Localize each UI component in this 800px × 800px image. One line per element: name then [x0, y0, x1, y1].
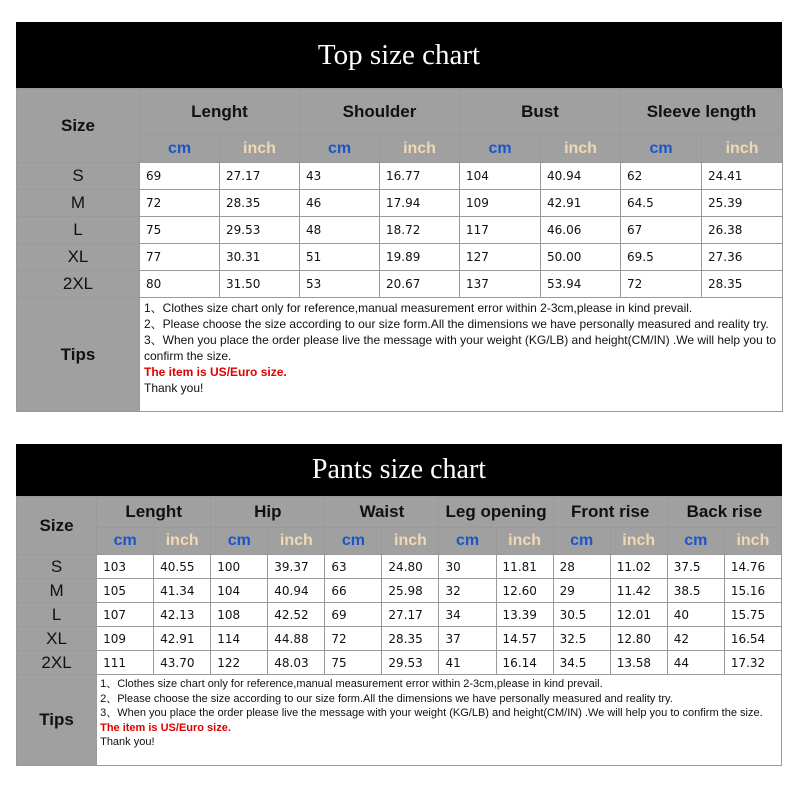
table-row: [17, 190, 783, 217]
size-cell: 2XL: [17, 271, 140, 298]
value-cell: 48: [300, 217, 380, 244]
value-cell: 18.72: [380, 217, 460, 244]
value-cell: 80: [140, 271, 220, 298]
table-row: [17, 217, 783, 244]
value-cell: 42: [667, 627, 724, 651]
value-cell: 72: [325, 627, 382, 651]
value-cell: 63: [325, 555, 382, 579]
table-row: [17, 244, 783, 271]
value-cell: 13.58: [610, 651, 667, 675]
value-cell: 62: [621, 163, 702, 190]
value-cell: 34.5: [553, 651, 610, 675]
unit-cm: cm: [460, 135, 541, 163]
table-row: [17, 603, 782, 627]
value-cell: 14.57: [496, 627, 553, 651]
value-cell: 67: [621, 217, 702, 244]
value-cell: 15.75: [724, 603, 781, 627]
value-cell: 53.94: [541, 271, 621, 298]
column-header-sleeve-length: Sleeve length: [621, 89, 783, 135]
value-cell: 27.17: [220, 163, 300, 190]
value-cell: 53: [300, 271, 380, 298]
value-cell: 43: [300, 163, 380, 190]
value-cell: 42.91: [154, 627, 211, 651]
value-cell: 104: [460, 163, 541, 190]
value-cell: 72: [140, 190, 220, 217]
value-cell: 137: [460, 271, 541, 298]
unit-inch: inch: [496, 528, 553, 555]
value-cell: 42.52: [268, 603, 325, 627]
value-cell: 11.42: [610, 579, 667, 603]
value-cell: 27.17: [382, 603, 439, 627]
table-row: [17, 555, 782, 579]
value-cell: 32.5: [553, 627, 610, 651]
tip-highlight: The item is US/Euro size.: [100, 721, 231, 734]
value-cell: 37.5: [667, 555, 724, 579]
value-cell: 17.94: [380, 190, 460, 217]
tip-closing: Thank you!: [100, 736, 155, 748]
unit-cm: cm: [140, 135, 220, 163]
value-cell: 43.70: [154, 651, 211, 675]
tip-line: 1、Clothes size chart only for reference,manual measurement error within 2-3cm,please in kind prevail.: [100, 678, 603, 690]
value-cell: 127: [460, 244, 541, 271]
table-row: [17, 651, 782, 675]
tip-highlight: The item is US/Euro size.: [144, 365, 287, 379]
value-cell: 32: [439, 579, 496, 603]
value-cell: 39.37: [268, 555, 325, 579]
pants-header-row: [17, 497, 782, 528]
unit-inch: inch: [702, 135, 783, 163]
size-cell: L: [17, 217, 140, 244]
unit-cm: cm: [667, 528, 724, 555]
tips-label: Tips: [17, 675, 97, 766]
column-header-leg-opening: Leg opening: [439, 497, 553, 528]
column-header-length: Lenght: [140, 89, 300, 135]
value-cell: 117: [460, 217, 541, 244]
value-cell: 20.67: [380, 271, 460, 298]
value-cell: 40: [667, 603, 724, 627]
value-cell: 64.5: [621, 190, 702, 217]
value-cell: 114: [211, 627, 268, 651]
value-cell: 34: [439, 603, 496, 627]
column-header-front-rise: Front rise: [553, 497, 667, 528]
unit-cm: cm: [300, 135, 380, 163]
size-cell: S: [17, 163, 140, 190]
value-cell: 19.89: [380, 244, 460, 271]
size-cell: M: [17, 579, 97, 603]
value-cell: 15.16: [724, 579, 781, 603]
column-header-waist: Waist: [325, 497, 439, 528]
column-header-length: Lenght: [97, 497, 211, 528]
value-cell: 13.39: [496, 603, 553, 627]
tip-line: 3、When you place the order please live the message with your weight (KG/LB) and height(CM/IN) .We will help you to confirm the size.: [144, 333, 777, 363]
tip-line: 1、Clothes size chart only for reference,manual measurement error within 2-3cm,please in kind prevail.: [144, 301, 693, 315]
size-cell: L: [17, 603, 97, 627]
unit-inch: inch: [268, 528, 325, 555]
value-cell: 16.14: [496, 651, 553, 675]
value-cell: 75: [325, 651, 382, 675]
value-cell: 122: [211, 651, 268, 675]
value-cell: 40.94: [541, 163, 621, 190]
value-cell: 16.54: [724, 627, 781, 651]
value-cell: 69: [140, 163, 220, 190]
tips-text: [97, 675, 782, 766]
value-cell: 105: [97, 579, 154, 603]
value-cell: 104: [211, 579, 268, 603]
value-cell: 28.35: [220, 190, 300, 217]
size-cell: M: [17, 190, 140, 217]
value-cell: 30: [439, 555, 496, 579]
value-cell: 30.5: [553, 603, 610, 627]
value-cell: 51: [300, 244, 380, 271]
pants-chart-title: Pants size chart: [16, 444, 782, 496]
value-cell: 26.38: [702, 217, 783, 244]
column-header-bust: Bust: [460, 89, 621, 135]
table-row: [17, 579, 782, 603]
value-cell: 109: [460, 190, 541, 217]
tips-text: [140, 298, 783, 412]
value-cell: 38.5: [667, 579, 724, 603]
unit-cm: cm: [325, 528, 382, 555]
pants-size-table: [16, 496, 782, 766]
unit-cm: cm: [621, 135, 702, 163]
value-cell: 46: [300, 190, 380, 217]
value-cell: 28.35: [702, 271, 783, 298]
unit-inch: inch: [382, 528, 439, 555]
unit-cm: cm: [439, 528, 496, 555]
value-cell: 17.32: [724, 651, 781, 675]
value-cell: 44: [667, 651, 724, 675]
value-cell: 42.13: [154, 603, 211, 627]
unit-cm: cm: [211, 528, 268, 555]
value-cell: 111: [97, 651, 154, 675]
unit-inch: inch: [541, 135, 621, 163]
top-size-table: [16, 88, 783, 412]
tips-row: [17, 675, 782, 766]
value-cell: 69.5: [621, 244, 702, 271]
value-cell: 30.31: [220, 244, 300, 271]
top-size-chart: [16, 22, 782, 412]
value-cell: 14.76: [724, 555, 781, 579]
value-cell: 77: [140, 244, 220, 271]
value-cell: 75: [140, 217, 220, 244]
value-cell: 31.50: [220, 271, 300, 298]
value-cell: 28.35: [382, 627, 439, 651]
value-cell: 100: [211, 555, 268, 579]
value-cell: 50.00: [541, 244, 621, 271]
value-cell: 48.03: [268, 651, 325, 675]
column-header-hip: Hip: [211, 497, 325, 528]
value-cell: 29.53: [382, 651, 439, 675]
unit-cm: cm: [553, 528, 610, 555]
tip-line: 3、When you place the order please live the message with your weight (KG/LB) and height(CM/IN) .We will help you to confirm the size.: [100, 707, 763, 719]
value-cell: 12.01: [610, 603, 667, 627]
value-cell: 72: [621, 271, 702, 298]
table-row: [17, 271, 783, 298]
value-cell: 107: [97, 603, 154, 627]
value-cell: 37: [439, 627, 496, 651]
tip-closing: Thank you!: [144, 381, 204, 395]
value-cell: 24.80: [382, 555, 439, 579]
column-header-back-rise: Back rise: [667, 497, 781, 528]
size-cell: XL: [17, 627, 97, 651]
value-cell: 69: [325, 603, 382, 627]
value-cell: 16.77: [380, 163, 460, 190]
value-cell: 29.53: [220, 217, 300, 244]
value-cell: 41: [439, 651, 496, 675]
unit-inch: inch: [610, 528, 667, 555]
unit-inch: inch: [220, 135, 300, 163]
value-cell: 42.91: [541, 190, 621, 217]
value-cell: 66: [325, 579, 382, 603]
value-cell: 27.36: [702, 244, 783, 271]
value-cell: 40.94: [268, 579, 325, 603]
unit-inch: inch: [154, 528, 211, 555]
value-cell: 11.02: [610, 555, 667, 579]
size-column-header: Size: [17, 497, 97, 555]
value-cell: 46.06: [541, 217, 621, 244]
tip-line: 2、Please choose the size according to our size form.All the dimensions we have personally measured and reality try.: [100, 692, 673, 705]
value-cell: 25.98: [382, 579, 439, 603]
top-chart-title: Top size chart: [16, 22, 782, 88]
unit-cm: cm: [97, 528, 154, 555]
tip-line: 2、Please choose the size according to our size form.All the dimensions we have personally measured and reality try.: [144, 317, 769, 331]
table-row: [17, 627, 782, 651]
unit-inch: inch: [380, 135, 460, 163]
size-cell: S: [17, 555, 97, 579]
pants-size-chart: [16, 444, 782, 766]
value-cell: 12.80: [610, 627, 667, 651]
value-cell: 11.81: [496, 555, 553, 579]
value-cell: 44.88: [268, 627, 325, 651]
value-cell: 40.55: [154, 555, 211, 579]
value-cell: 41.34: [154, 579, 211, 603]
value-cell: 25.39: [702, 190, 783, 217]
value-cell: 24.41: [702, 163, 783, 190]
size-column-header: Size: [17, 89, 140, 163]
value-cell: 29: [553, 579, 610, 603]
tips-row: [17, 298, 783, 412]
value-cell: 103: [97, 555, 154, 579]
unit-inch: inch: [724, 528, 781, 555]
column-header-shoulder: Shoulder: [300, 89, 460, 135]
size-cell: 2XL: [17, 651, 97, 675]
tips-label: Tips: [17, 298, 140, 412]
value-cell: 109: [97, 627, 154, 651]
table-row: [17, 163, 783, 190]
value-cell: 108: [211, 603, 268, 627]
pants-unit-row: [17, 528, 782, 555]
size-cell: XL: [17, 244, 140, 271]
value-cell: 12.60: [496, 579, 553, 603]
top-header-row: [17, 89, 783, 135]
value-cell: 28: [553, 555, 610, 579]
